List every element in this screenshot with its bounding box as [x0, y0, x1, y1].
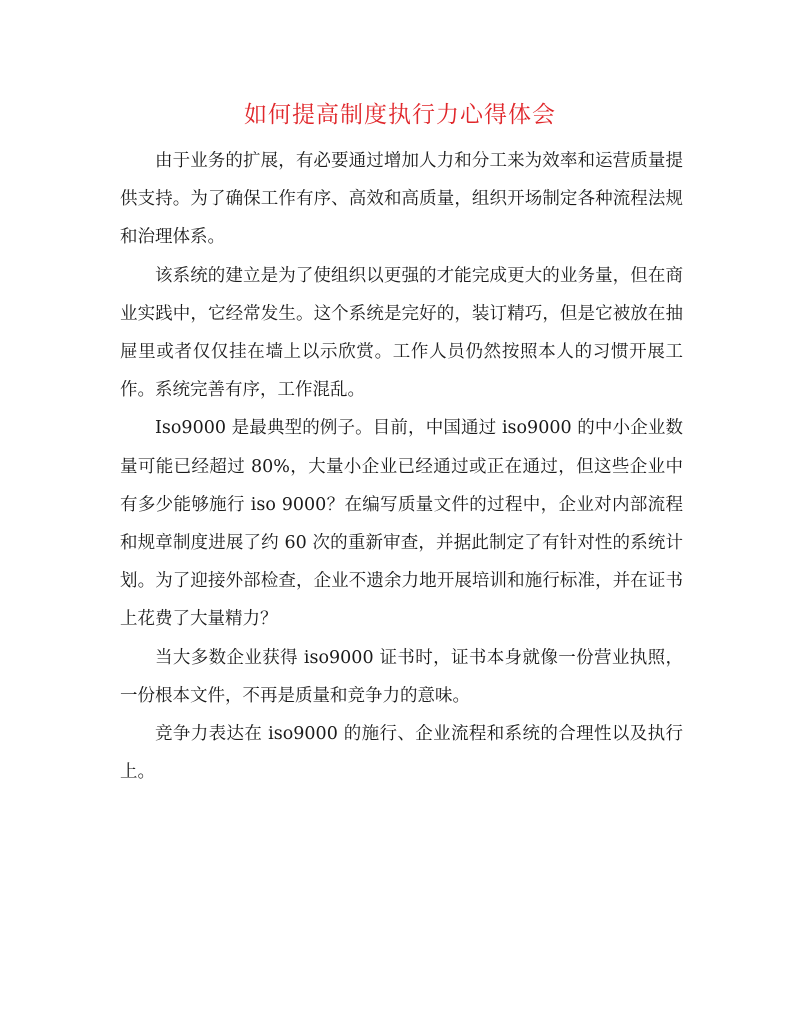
paragraph: 当大多数企业获得 iso9000 证书时，证书本身就像一份营业执照，一份根本文件，不再是质量和竞争力的意味。 — [120, 647, 683, 706]
paragraph: Iso9000 是最典型的例子。目前，中国通过 iso9000 的中小企业数量可能已经超过 80%，大量小企业已经通过或正在通过，但这些企业中有多少能够施行 iso 9000？在编写质量文件的过程中，企业对内部流程和规章制度进展了约 60 次的重新审查，并据此制定了有针对性的系统计划。为了迎接外部检查，企业不遗余力地开展培训和施行标准，并在证书上花费了大量精力？ — [120, 418, 683, 630]
paragraph: 该系统的建立是为了使组织以更强的才能完成更大的业务量，但在商业实践中，它经常发生。这个系统是完好的，装订精巧，但是它被放在抽屉里或者仅仅挂在墙上以示欣赏。工作人员仍然按照本人的习惯开展工作。系统完善有序，工作混乱。 — [120, 265, 683, 401]
paragraph: 竞争力表达在 iso9000 的施行、企业流程和系统的合理性以及执行上。 — [120, 724, 683, 783]
document-body — [120, 142, 683, 791]
paragraph: 由于业务的扩展，有必要通过增加人力和分工来为效率和运营质量提供支持。为了确保工作有序、高效和高质量，组织开场制定各种流程法规和治理体系。 — [120, 151, 683, 248]
document-title: 如何提高制度执行力心得体会 — [244, 102, 556, 128]
